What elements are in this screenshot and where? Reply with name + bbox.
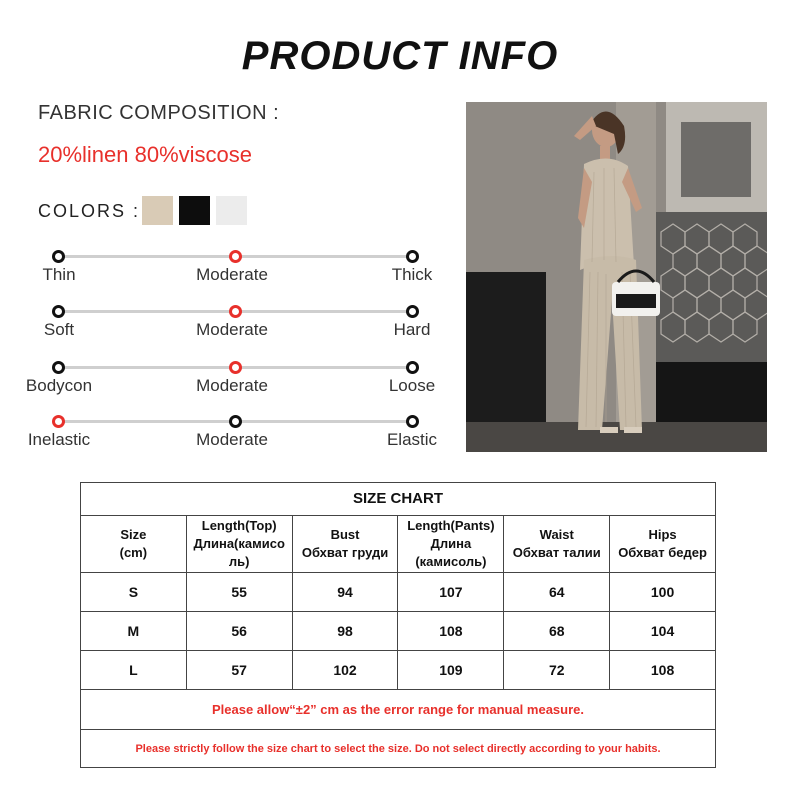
fit-scale [0, 361, 460, 401]
header-line: Hips [648, 527, 677, 542]
waist-cell: 72 [504, 651, 610, 690]
thickness-scale [0, 250, 460, 290]
scale-dot-left [52, 305, 65, 318]
header-hips [610, 516, 716, 573]
header-line: Waist [539, 527, 574, 542]
scale-label-middle: Moderate [196, 265, 268, 284]
header-line: Обхват талии [512, 545, 601, 560]
header-line: (камисоль) [415, 554, 487, 569]
bust-cell: 102 [292, 651, 398, 690]
size-cell: L [81, 651, 187, 690]
scale-dot-left [52, 250, 65, 263]
fabric-composition-value: 20%linen 80%viscose [38, 142, 253, 167]
elasticity-scale [0, 415, 460, 455]
hips-cell: 104 [610, 612, 716, 651]
product-photo [466, 102, 767, 452]
header-line: Обхват бедер [618, 545, 707, 560]
hips-cell: 108 [610, 651, 716, 690]
header-line: Длина [430, 536, 472, 551]
scale-label-right: Elastic [386, 430, 438, 449]
table-row [81, 612, 716, 651]
scale-dot-middle [229, 415, 242, 428]
page-title: PRODUCT INFO [241, 34, 559, 78]
size-chart-title: SIZE CHART [81, 483, 716, 516]
scale-dot-left [52, 415, 65, 428]
scale-label-left: Thin [42, 265, 76, 284]
scale-label-middle: Moderate [196, 320, 268, 339]
scale-label-middle: Moderate [196, 430, 268, 449]
color-swatch-beige[interactable] [142, 196, 173, 225]
error-range-note: Please allow“±2” cm as the error range for manual measure. [81, 690, 716, 730]
hips-cell: 100 [610, 573, 716, 612]
header-line: Size [120, 527, 147, 542]
colors-label: COLORS : [38, 201, 141, 221]
length-pants-cell: 109 [398, 651, 504, 690]
scale-dot-middle [229, 305, 242, 318]
scale-dot-left [52, 361, 65, 374]
scale-label-right: Loose [388, 376, 436, 395]
size-cell: M [81, 612, 187, 651]
header-line: Обхват груди [301, 545, 389, 560]
header-line: (cm) [119, 545, 148, 560]
header-bust [292, 516, 398, 573]
length-top-cell: 56 [186, 612, 292, 651]
waist-cell: 68 [504, 612, 610, 651]
header-length-top [186, 516, 292, 573]
scale-label-left: Soft [43, 320, 75, 339]
scale-dot-middle [229, 250, 242, 263]
header-line: Bust [330, 527, 360, 542]
bust-cell: 94 [292, 573, 398, 612]
length-pants-cell: 107 [398, 573, 504, 612]
header-line: ль) [228, 554, 250, 569]
length-top-cell: 55 [186, 573, 292, 612]
scale-dot-right [406, 305, 419, 318]
header-waist [504, 516, 610, 573]
table-row [81, 651, 716, 690]
scale-dot-right [406, 415, 419, 428]
scale-label-left: Bodycon [25, 376, 93, 395]
scale-dot-middle [229, 361, 242, 374]
scale-dot-right [406, 250, 419, 263]
length-pants-cell: 108 [398, 612, 504, 651]
header-length-pants [398, 516, 504, 573]
header-line: Длина(камисо [193, 536, 285, 551]
scale-label-middle: Moderate [196, 376, 268, 395]
header-line: Length(Top) [201, 518, 277, 533]
header-size [81, 516, 187, 573]
scale-label-right: Hard [393, 320, 431, 339]
color-swatch-black[interactable] [179, 196, 210, 225]
fabric-composition-label: FABRIC COMPOSITION : [38, 102, 280, 124]
scale-label-left: Inelastic [27, 430, 91, 449]
scale-label-right: Thick [391, 265, 433, 284]
waist-cell: 64 [504, 573, 610, 612]
size-chart-table [80, 482, 716, 768]
scale-dot-right [406, 361, 419, 374]
header-line: Length(Pants) [407, 518, 495, 533]
size-cell: S [81, 573, 187, 612]
length-top-cell: 57 [186, 651, 292, 690]
softness-scale [0, 305, 460, 345]
table-row [81, 573, 716, 612]
bust-cell: 98 [292, 612, 398, 651]
size-chart-header-row [81, 516, 716, 573]
color-swatch-white[interactable] [216, 196, 247, 225]
size-selection-note: Please strictly follow the size chart to select the size. Do not select directly according to your habits. [81, 730, 716, 768]
